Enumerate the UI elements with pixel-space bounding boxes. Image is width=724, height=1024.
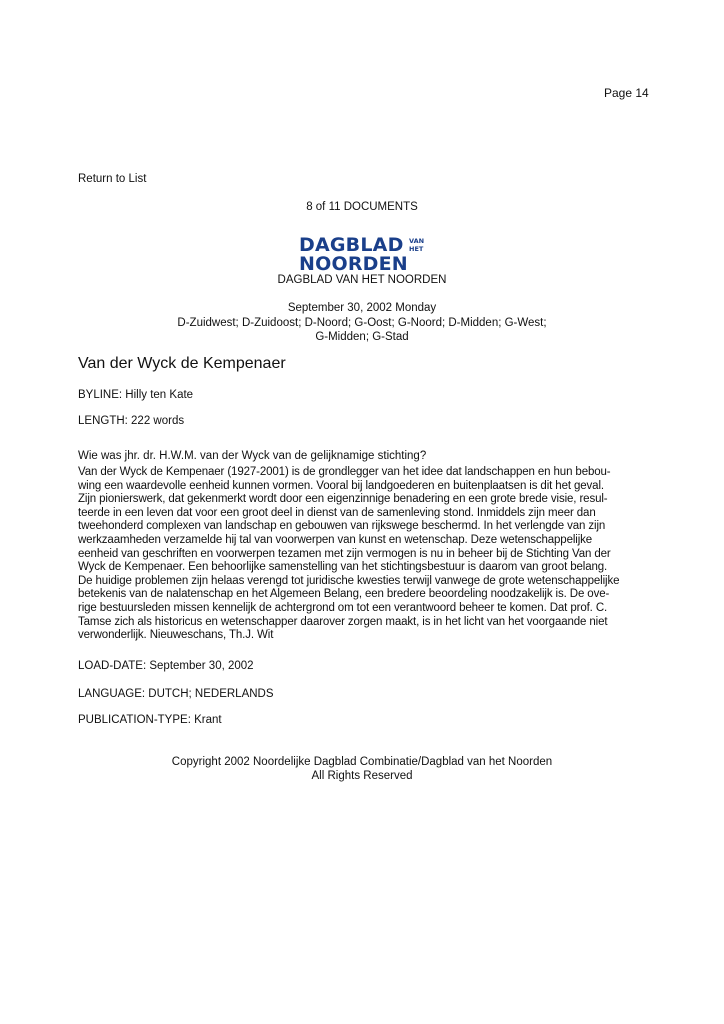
document-count: 8 of 11 DOCUMENTS xyxy=(306,201,418,213)
publication-name: DAGBLAD VAN HET NOORDEN xyxy=(277,274,447,286)
publication-date: September 30, 2002 Monday xyxy=(287,302,437,314)
load-date: LOAD-DATE: September 30, 2002 xyxy=(78,660,254,672)
body-line: Tamse zich als historicus en wetenschapper daarover zorgen maakt, is in het licht van het voorgaande niet xyxy=(78,615,608,628)
page-number xyxy=(604,86,649,100)
return-to-list-link[interactable]: Return to List xyxy=(78,173,147,185)
editions-line: G-Midden; G-Stad xyxy=(315,331,409,343)
body-line: teerde in een leven dat voor een groot deel in dienst van de samenleving stond. Inmiddels zijn meer dan xyxy=(78,506,596,519)
body-line: Wyck de Kempenaer. Een behoorlijke samenstelling van het stichtingsbestuur is daarom van groot belang. xyxy=(78,561,608,574)
language: LANGUAGE: DUTCH; NEDERLANDS xyxy=(78,688,274,700)
copyright-line: Copyright 2002 Noordelijke Dagblad Combinatie/Dagblad van het Noorden xyxy=(171,756,553,768)
copyright-notice xyxy=(0,756,724,783)
body-line: wing een waardevolle eenheid kunnen vormen. Vooral bij landgoederen en buitenplaatsen is dit het geval. xyxy=(78,479,604,492)
body-line: Van der Wyck de Kempenaer (1927-2001) is de grondlegger van het idee dat landschappen en hun bebou- xyxy=(78,466,611,478)
article-length: LENGTH: 222 words xyxy=(78,415,185,427)
logo-small-van: VAN xyxy=(409,237,425,245)
logo-line-noorden: NOORDEN xyxy=(299,253,408,275)
body-line: eenheid van geschriften en voorwerpen tezamen met zijn vermogen is nu in beheer bij de Stichting Van der xyxy=(78,547,611,560)
body-line: rige bestuursleden missen kennelijk de achtergrond om tot een verantwoord beheer te komen. Dat prof. C. xyxy=(78,601,608,614)
article-body xyxy=(78,466,648,643)
copyright-line: All Rights Reserved xyxy=(311,769,413,782)
page-label: Page xyxy=(604,86,633,100)
article-lead: Wie was jhr. dr. H.W.M. van der Wyck van de gelijknamige stichting? xyxy=(78,450,427,462)
logo-line-dagblad: DAGBLAD xyxy=(299,234,404,256)
publication-type: PUBLICATION-TYPE: Krant xyxy=(78,714,222,726)
article-headline: Van der Wyck de Kempenaer xyxy=(78,355,286,372)
body-line: tweehonderd complexen van landschap en gebouwen van rijkswege beschermd. In het verlengde van zijn xyxy=(78,520,606,533)
body-line: Zijn pionierswerk, dat gekenmerkt wordt door een eigenzinnige benadering en een grote brede visie, resul- xyxy=(78,493,608,506)
body-line: verwonderlijk. Nieuweschans, Th.J. Wit xyxy=(78,629,274,642)
newspaper-logo xyxy=(299,236,429,274)
body-line: betekenis van de nalatenschap en het Algemeen Belang, een bredere beoordeling noodzakelijk is. De ove- xyxy=(78,588,610,601)
page-number-value: 14 xyxy=(635,86,649,100)
body-line: De huidige problemen zijn helaas verengd tot juridische kwesties terwijl vanwege de grote wetenschappelijke xyxy=(78,574,620,587)
article-byline: BYLINE: Hilly ten Kate xyxy=(78,389,194,401)
editions-line: D-Zuidwest; D-Zuidoost; D-Noord; G-Oost; G-Noord; D-Midden; G-West; xyxy=(177,317,547,329)
body-line: werkzaamheden verzamelde hij tal van voorwerpen van kunst en wetenschap. Deze wetenschappelijke xyxy=(78,533,593,546)
logo-small-het: HET xyxy=(409,245,424,253)
editions-list xyxy=(140,316,584,344)
